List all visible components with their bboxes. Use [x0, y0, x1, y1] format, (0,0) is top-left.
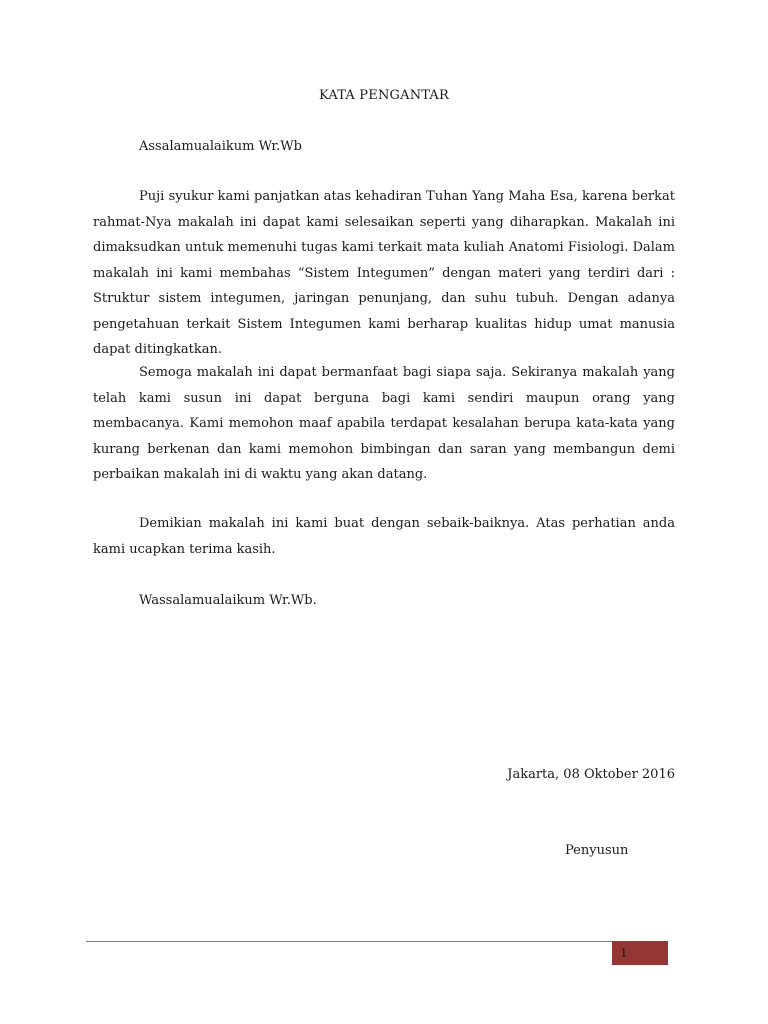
author-signature: Penyusun — [565, 843, 629, 858]
paragraph-intro: Puji syukur kami panjatkan atas kehadiran Tuhan Yang Maha Esa, karena berkat rahmat-Nya makalah ini dapat kami selesaikan seperti yang diharapkan. Makalah ini dimaksudkan untuk memenuhi tugas kami terkait mata kuliah Anatomi Fisiologi. Dalam makalah ini kami membahas “Sistem Integumen” dengan materi yang terdiri dari : Struktur sistem integumen, jaringan penunjang, dan suhu tubuh. Dengan adanya pengetahuan terkait Sistem Integumen kami berharap kualitas hidup umat manusia dapat ditingkatkan. — [93, 189, 675, 357]
footer-rule — [86, 941, 668, 942]
page-title: KATA PENGANTAR — [318, 88, 450, 103]
paragraph-hope: Semoga makalah ini dapat bermanfaat bagi siapa saja. Sekiranya makalah yang telah kami susun ini dapat berguna bagi kami sendiri maupun orang yang membacanya. Kami memohon maaf apabila terdapat kesalahan berupa kata-kata yang kurang berkenan dan kami memohon bimbingan dan saran yang membangun demi perbaikan makalah ini di waktu yang akan datang. — [93, 365, 675, 482]
place-date: Jakarta, 08 Oktober 2016 — [507, 767, 675, 782]
page-number: 1 — [620, 946, 628, 960]
closing-salutation: Wassalamualaikum Wr.Wb. — [139, 593, 317, 608]
greeting: Assalamualaikum Wr.Wb — [139, 139, 302, 154]
page-number-badge — [612, 941, 668, 965]
paragraph-thanks: Demikian makalah ini kami buat dengan sebaik-baiknya. Atas perhatian anda kami ucapkan terima kasih. — [93, 516, 675, 557]
